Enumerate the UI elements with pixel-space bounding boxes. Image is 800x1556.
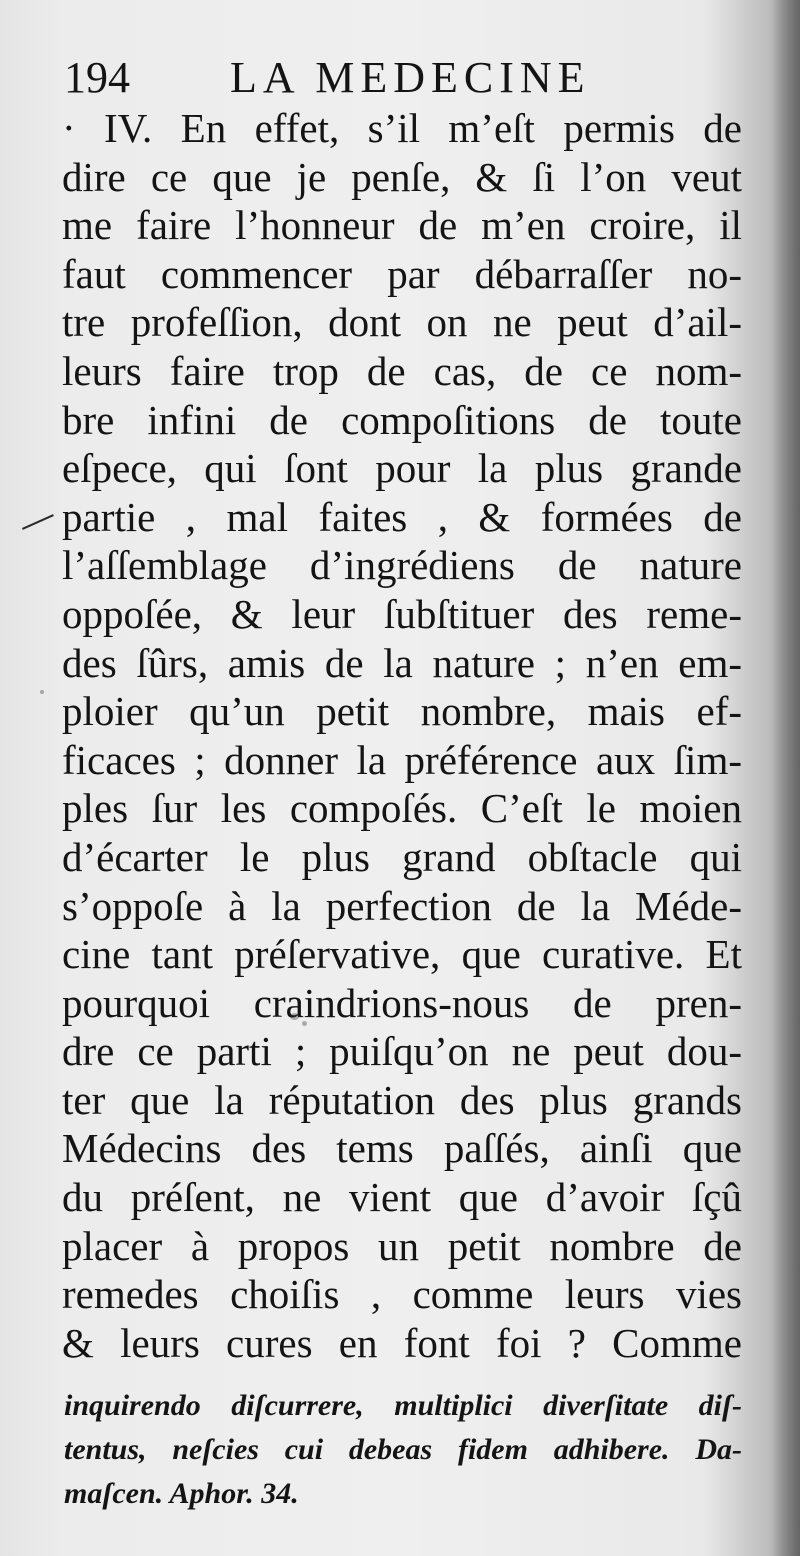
text-line: ter que la réputation des plus grands (62, 1076, 742, 1123)
text-line: des ſûrs, amis de la nature ; n’en em- (62, 639, 742, 686)
text-line: dre ce parti ; puiſqu’on ne peut dou- (62, 1028, 742, 1075)
text-line: & leurs cures en font foi ? Comme (62, 1319, 742, 1366)
page-gutter-shadow (772, 0, 800, 1556)
text-line: ficaces ; donner la préférence aux ſim- (62, 736, 742, 783)
text-line: s’oppoſe à la perfection de la Méde- (62, 882, 742, 929)
body-text (62, 104, 742, 1367)
text-line: dire ce que je penſe, & ſi l’on veut (62, 153, 742, 200)
text-line: du préſent, ne vient que d’avoir ſçû (62, 1174, 742, 1221)
paper-speck (290, 1013, 299, 1020)
text-line: ples ſur les compoſés. C’eſt le moien (62, 785, 742, 832)
text-line: oppoſée, & leur ſubſtituer des reme- (62, 590, 742, 637)
text-line: pourquoi craindrions-nous de pren- (62, 979, 742, 1026)
footnote-line: maſcen. Aphor. 34. (64, 1477, 299, 1510)
margin-mark (22, 514, 60, 544)
footnote-line: inquirendo diſcurrere, multiplici diverſitate diſ- (64, 1389, 742, 1422)
text-line: leurs faire trop de cas, de ce nom- (62, 347, 742, 394)
footnote (64, 1384, 742, 1516)
text-line: bre infini de compoſitions de toute (62, 396, 742, 443)
text-line: tre profeſſion, dont on ne peut d’ail- (62, 299, 742, 346)
page-number: 194 (64, 53, 130, 102)
text-line: d’écarter le plus grand obſtacle qui (62, 833, 742, 880)
text-line: placer à propos un petit nombre de (62, 1222, 742, 1269)
text-line: partie , mal faites , & formées de (62, 493, 742, 540)
text-line: faut commencer par débarraſſer no- (62, 250, 742, 297)
text-line: me faire l’honneur de m’en croire, il (62, 202, 742, 249)
text-line: · IV. En effet, s’il m’eſt permis de (62, 105, 742, 151)
text-line: remedes choiſis , comme leurs vies (62, 1271, 742, 1318)
page-header (64, 52, 744, 104)
text-line: Médecins des tems paſſés, ainſi que (62, 1125, 742, 1172)
text-line: eſpece, qui ſont pour la plus grande (62, 445, 742, 492)
text-line: ploier qu’un petit nombre, mais ef- (62, 688, 742, 735)
paper-speck (40, 690, 44, 694)
running-title: LA MEDECINE (230, 53, 591, 102)
paper-speck (302, 1021, 307, 1026)
text-line: l’aſſemblage d’ingrédiens de nature (62, 542, 742, 589)
text-line: cine tant préſervative, que curative. Et (62, 931, 742, 978)
footnote-line: tentus, neſcies cui debeas fidem adhibere. Da- (64, 1433, 742, 1466)
